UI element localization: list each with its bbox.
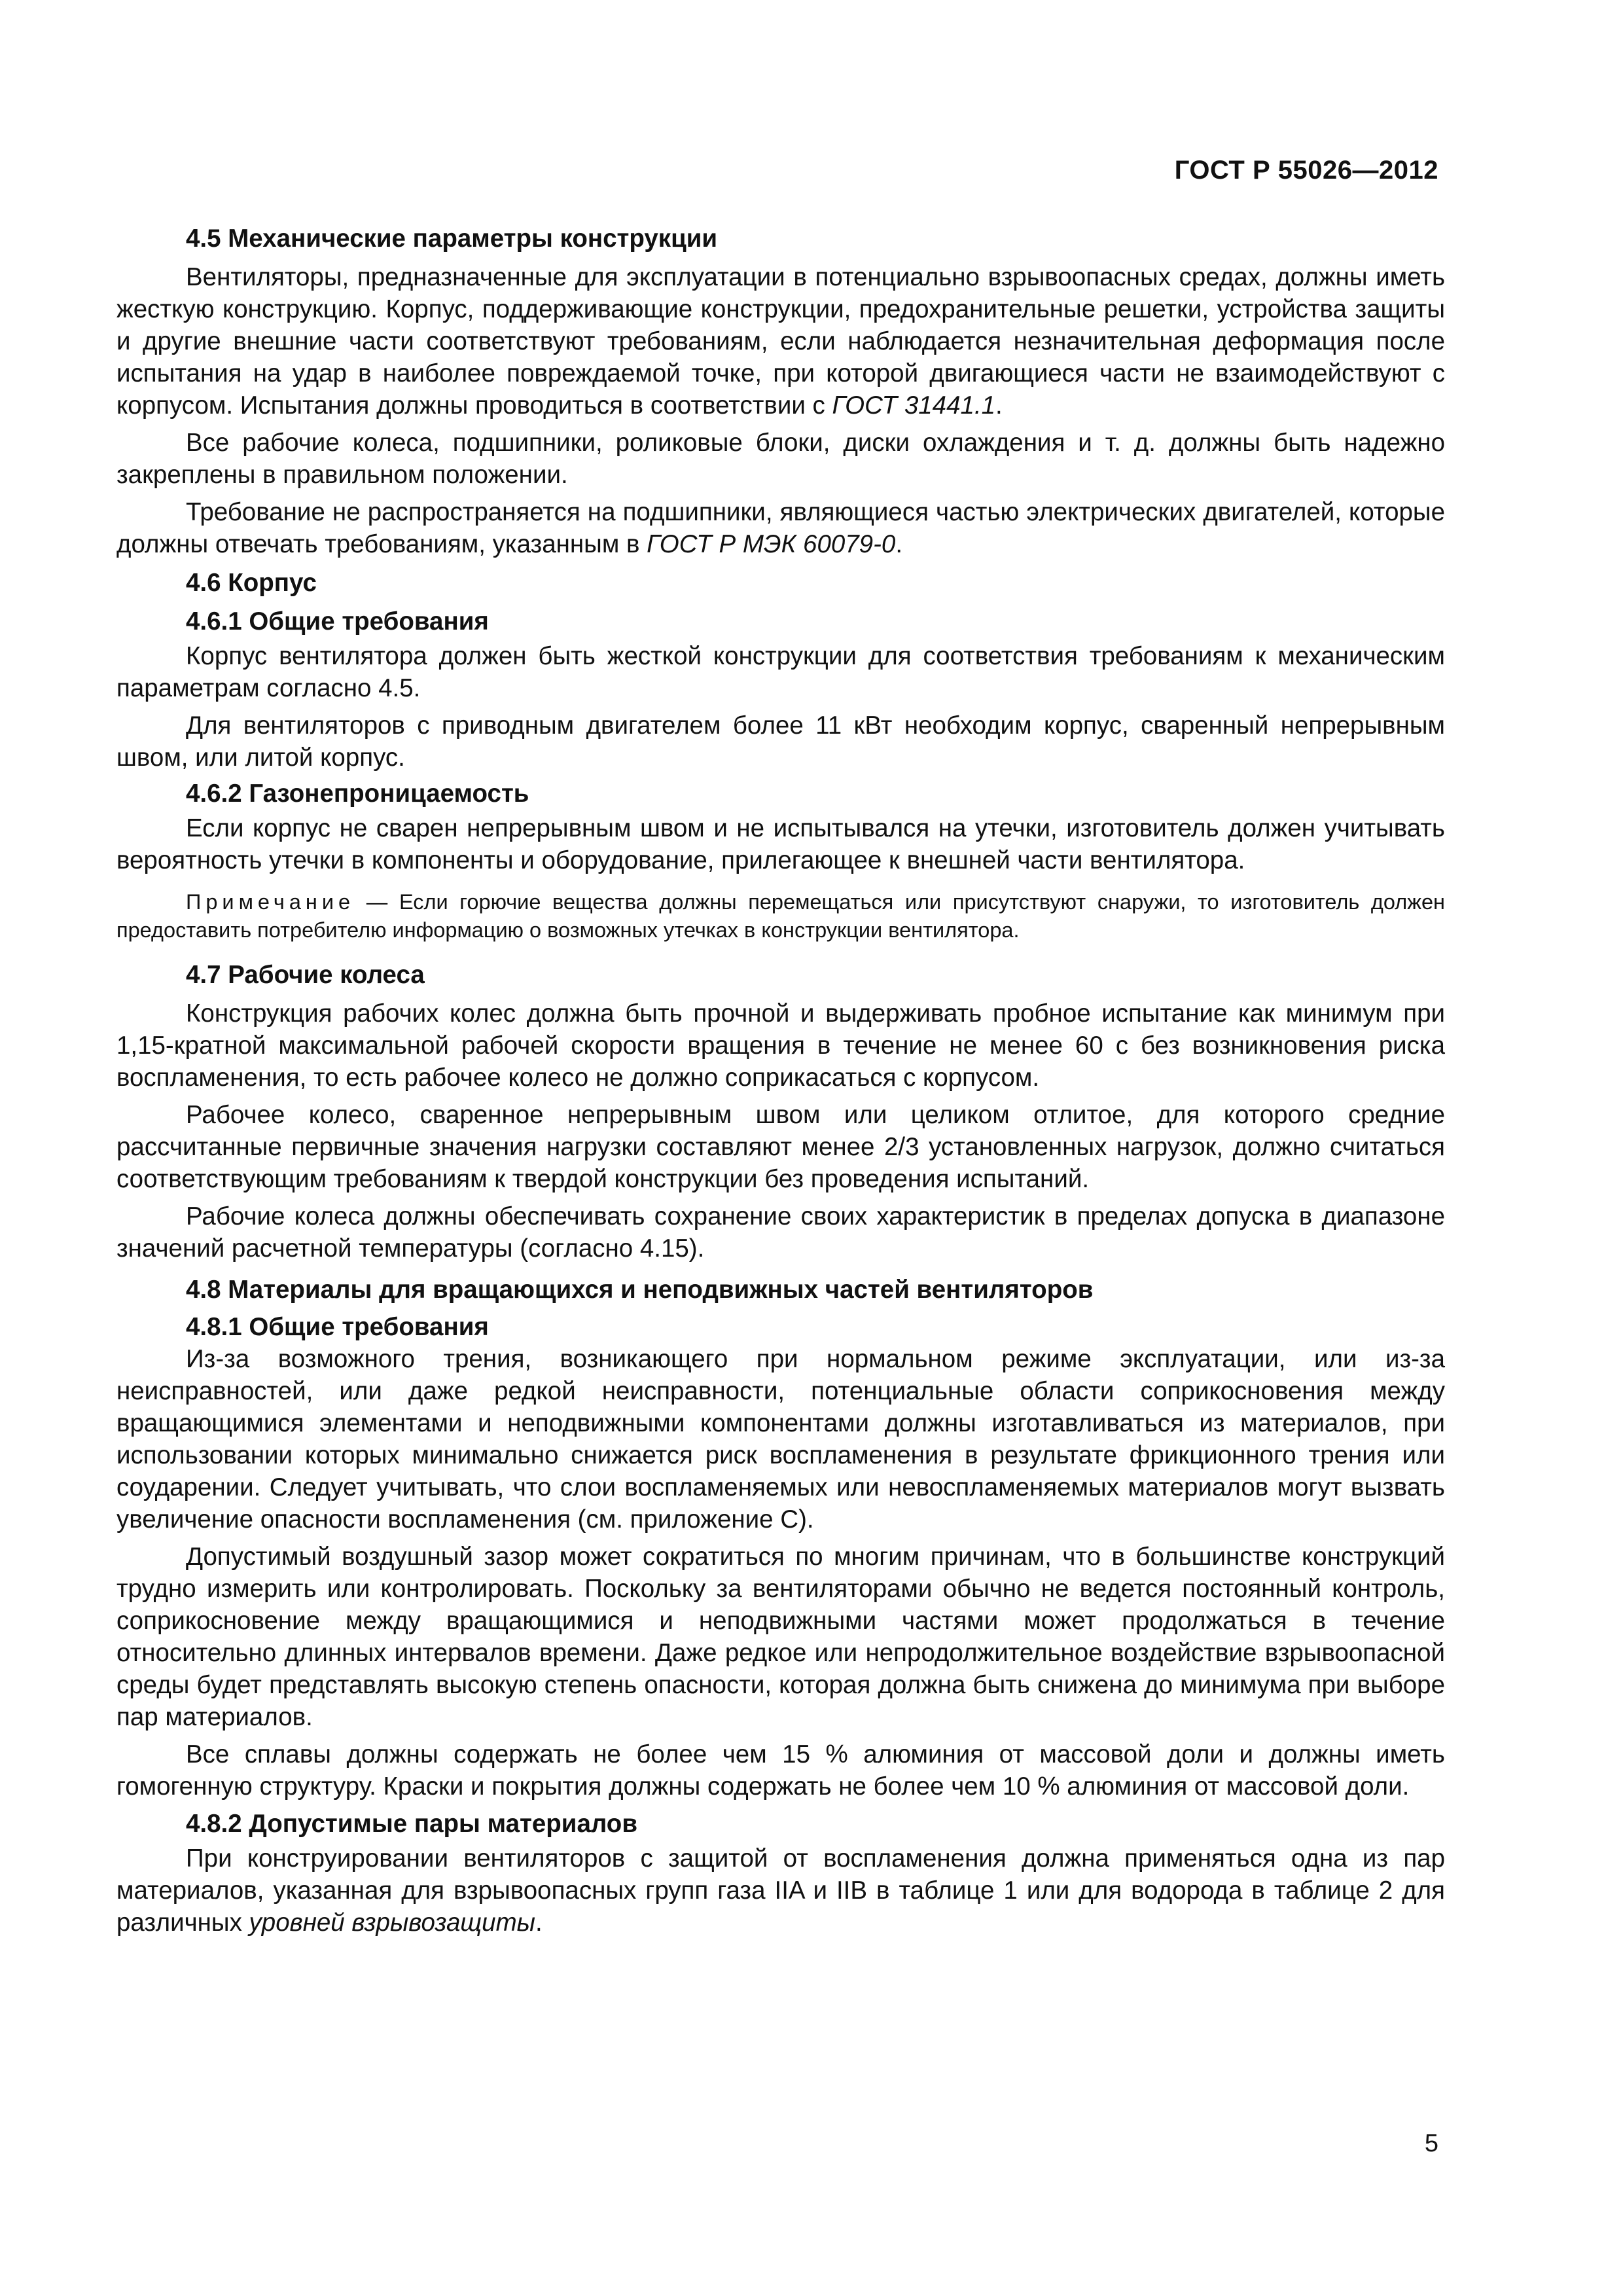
section-heading-4-7: 4.7 Рабочие колеса bbox=[186, 961, 425, 989]
paragraph: Рабочие колеса должны обеспечивать сохранение своих характеристик в пределах допуска в диапазоне значений расчетной температуры (согласно 4.15). bbox=[116, 1202, 1445, 1263]
standard-header: ГОСТ Р 55026—2012 bbox=[1174, 156, 1438, 185]
paragraph: Конструкция рабочих колес должна быть прочной и выдерживать пробное испытание как минимум при 1,15-кратной максимальной рабочей скорости вращения в течение не менее 60 с без возникновения риска воспламенения, то есть рабочее колесо не должно соприкасаться с корпусом. bbox=[116, 999, 1445, 1092]
standard-reference: ГОСТ Р МЭК 60079-0 bbox=[647, 530, 896, 558]
paragraph: Корпус вентилятора должен быть жесткой конструкции для соответствия требованиям к механическим параметрам согласно 4.5. bbox=[116, 642, 1445, 702]
subsection-heading-4-6-2: 4.6.2 Газонепроницаемость bbox=[186, 780, 529, 808]
subsection-heading-4-6-1: 4.6.1 Общие требования bbox=[186, 607, 489, 636]
subsection-heading-4-8-1: 4.8.1 Общие требования bbox=[186, 1313, 489, 1341]
paragraph: Вентиляторы, предназначенные для эксплуатации в потенциально взрывоопасных средах, должны иметь жесткую конструкцию. Корпус, поддерживающие конструкции, предохранительные решетки, устройства защиты и другие внешние части соответствуют требованиям, если наблюдается незначительная деформация после испытания на удар в наиболее повреждаемой точке, при которой двигающиеся части не взаимодействуют с корпусом. Испытания должны проводиться в соответствии с ГОСТ 31441.1. bbox=[116, 263, 1445, 420]
section-heading-4-5: 4.5 Механические параметры конструкции bbox=[186, 224, 718, 253]
note-label: Примечание bbox=[186, 890, 355, 914]
section-heading-4-8: 4.8 Материалы для вращающихся и неподвижных частей вентиляторов bbox=[186, 1276, 1094, 1304]
paragraph: Все сплавы должны содержать не более чем 15 % алюминия от массовой доли и должны иметь гомогенную структуру. Краски и покрытия должны содержать не более чем 10 % алюминия от массовой доли. bbox=[116, 1740, 1445, 1801]
paragraph: Если корпус не сварен непрерывным швом и не испытывался на утечки, изготовитель должен учитывать вероятность утечки в компоненты и оборудование, прилегающее к внешней части вентилятора. bbox=[116, 814, 1445, 874]
term-reference: уровней взрывозащиты bbox=[249, 1909, 535, 1937]
paragraph: Для вентиляторов с приводным двигателем более 11 кВт необходим корпус, сваренный непрерывным швом, или литой корпус. bbox=[116, 711, 1445, 772]
standard-reference: ГОСТ 31441.1 bbox=[832, 391, 996, 420]
paragraph: При конструировании вентиляторов с защитой от воспламенения должна применяться одна из пар материалов, указанная для взрывоопасных групп газа IIA и IIB в таблице 1 или для водорода в таблице 2 для различных уровней взрывозащиты. bbox=[116, 1844, 1445, 1937]
paragraph: Все рабочие колеса, подшипники, роликовые блоки, диски охлаждения и т. д. должны быть надежно закреплены в правильном положении. bbox=[116, 429, 1445, 489]
page-number: 5 bbox=[1424, 2130, 1438, 2157]
section-heading-4-6: 4.6 Корпус bbox=[186, 569, 317, 597]
paragraph: Рабочее колесо, сваренное непрерывным швом или целиком отлитое, для которого средние рассчитанные первичные значения нагрузки составляют менее 2/3 установленных нагрузок, должно считаться соответствующим требованиям к твердой конструкции без проведения испытаний. bbox=[116, 1101, 1445, 1193]
paragraph: Из-за возможного трения, возникающего при нормальном режиме эксплуатации, или из-за неисправностей, или даже редкой неисправности, потенциальные области соприкосновения между вращающимися элементами и неподвижными компонентами должны изготавливаться из материалов, при использовании которых минимально снижается риск воспламенения в результате фрикционного трения или соударении. Следует учитывать, что слои воспламеняемых или невоспламеняемых материалов могут вызвать увеличение опасности воспламенения (см. приложение С). bbox=[116, 1345, 1445, 1534]
document-body bbox=[116, 223, 1445, 1939]
subsection-heading-4-8-2: 4.8.2 Допустимые пары материалов bbox=[186, 1810, 637, 1838]
paragraph: Требование не распространяется на подшипники, являющиеся частью электрических двигателей, которые должны отвечать требованиям, указанным в ГОСТ Р МЭК 60079-0. bbox=[116, 498, 1445, 558]
note: Примечание — Если горючие вещества должны перемещаться или присутствуют снаружи, то изготовитель должен предоставить потребителю информацию о возможных утечках в конструкции вентилятора. bbox=[116, 890, 1445, 942]
paragraph: Допустимый воздушный зазор может сократиться по многим причинам, что в большинстве конструкций трудно измерить или контролировать. Поскольку за вентиляторами обычно не ведется постоянный контроль, соприкосновение между вращающимися и неподвижными частями может продолжаться в течение относительно длинных интервалов времени. Даже редкое или непродолжительное воздействие взрывоопасной среды будет представлять высокую степень опасности, которая должна быть снижена до минимума при выборе пар материалов. bbox=[116, 1543, 1445, 1731]
